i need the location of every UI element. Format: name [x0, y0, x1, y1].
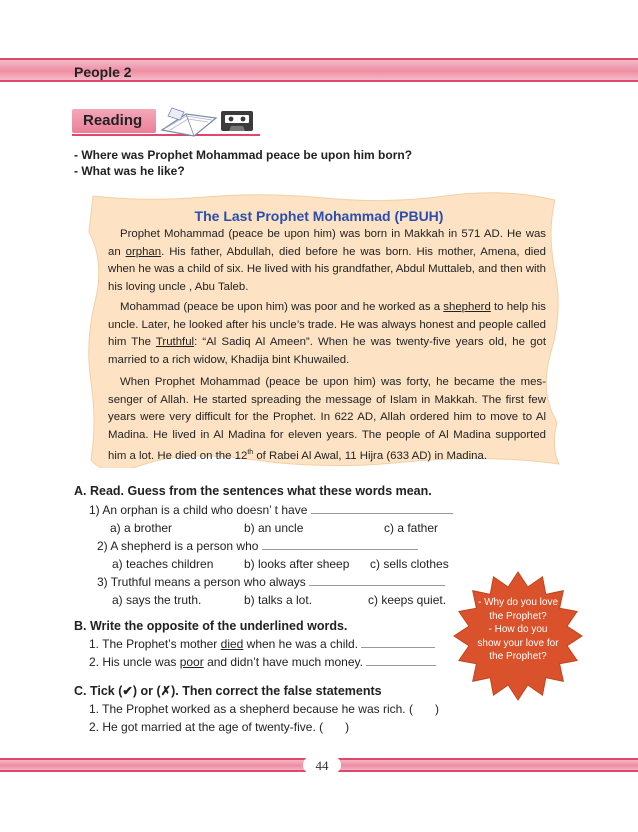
- answer-blank[interactable]: [366, 665, 436, 666]
- pre-question-1: - Where was Prophet Mohammad peace be upon him born?: [74, 148, 413, 162]
- section-a-q3-option-b[interactable]: b) talks a lot.: [244, 593, 313, 607]
- underlined-truthful: Truthful: [155, 336, 195, 348]
- underlined-poor: poor: [179, 655, 204, 669]
- cassette-tape-icon: [220, 110, 254, 132]
- section-a-q3-option-c[interactable]: c) keeps quiet.: [368, 593, 447, 607]
- section-a-question-3: 3) Truthful means a person who always: [97, 575, 445, 589]
- page-number: 44: [315, 758, 329, 773]
- story-paragraph-3: When Prophet Mohammad (peace be upon him) was forty, he became the mes- senger of Allah. He started spreading the message of Islam in Makkah. The first few years were very difficult for the Prophet. In 622 AD, Allah ordered him to move to Al Madina. He lived in Al Madina for eleven years. The people of Al Madina supported him a lot. He died on the 12th of Rabei Al Awal, 11 Hijra (633 AD) in Madina.: [108, 376, 546, 462]
- story-paragraph-1: Prophet Mohammad (peace be upon him) was born in Makkah in 571 AD. He was an orphan. His father, Abdullah, died before he was born. His mother, Amena, died when he was a child of six. He lived with his grandfather, Abdul Muttaleb, and then with his loving uncle , Abu Taleb.: [108, 228, 546, 293]
- section-a-q1-option-b[interactable]: b) an uncle: [244, 521, 304, 535]
- section-a-q2-option-b[interactable]: b) looks after sheep: [244, 557, 350, 571]
- reading-tab-label: Reading: [83, 112, 143, 129]
- story-title: The Last Prophet Mohammad (PBUH): [194, 208, 444, 224]
- section-a-title: A. Read. Guess from the sentences what these words mean.: [74, 484, 432, 498]
- section-a-q3-option-a[interactable]: a) says the truth.: [112, 593, 202, 607]
- section-b-question-2: 2. His uncle was poor and didn’t have much money.: [89, 655, 436, 669]
- section-c-statement-2: 2. He got married at the age of twenty-five. ( ): [89, 720, 350, 734]
- section-a-question-2: 2) A shepherd is a person who: [97, 539, 418, 553]
- pre-question-2: - What was he like?: [74, 164, 185, 178]
- underlined-shepherd: shepherd: [443, 301, 491, 313]
- unit-title: People 2: [74, 64, 132, 80]
- section-a-q1-option-a[interactable]: a) a brother: [110, 521, 173, 535]
- answer-blank[interactable]: [262, 549, 418, 550]
- section-b-title: B. Write the opposite of the underlined words.: [74, 619, 348, 633]
- underlined-orphan: orphan: [125, 245, 162, 258]
- story-paragraph-2: Mohammad (peace be upon him) was poor and he worked as a shepherd to help his uncle. Later, he looked after his uncle’s trade. He was always honest and people called him The Truthful: “Al Sadiq Al Ameen”. When he was twenty-five years old, he got married to a rich widow, Khadija bint Khuwailed.: [108, 301, 546, 366]
- section-c-title: C. Tick (✔) or (✗). Then correct the false statements: [74, 684, 382, 698]
- section-b-question-1: 1. The Prophet’s mother died when he was a child.: [89, 637, 435, 651]
- answer-blank[interactable]: [311, 513, 453, 514]
- section-a-q1-option-c[interactable]: c) a father: [384, 521, 439, 535]
- section-a-q2-option-a[interactable]: a) teaches children: [112, 557, 214, 571]
- answer-blank[interactable]: [309, 585, 445, 586]
- answer-blank[interactable]: [361, 647, 435, 648]
- starburst-callout-text: - Why do you love the Prophet? - How do you show your love for the Prophet?: [477, 597, 559, 662]
- underlined-died: died: [220, 637, 244, 651]
- section-c-statement-1: 1. The Prophet worked as a shepherd because he was rich. ( ): [89, 702, 439, 716]
- reading-tab: [72, 109, 156, 133]
- open-book-icon: [158, 100, 220, 140]
- section-a-q2-option-c[interactable]: c) sells clothes: [370, 557, 449, 571]
- section-a-question-1: 1) An orphan is a child who doesn’ t have: [89, 503, 453, 517]
